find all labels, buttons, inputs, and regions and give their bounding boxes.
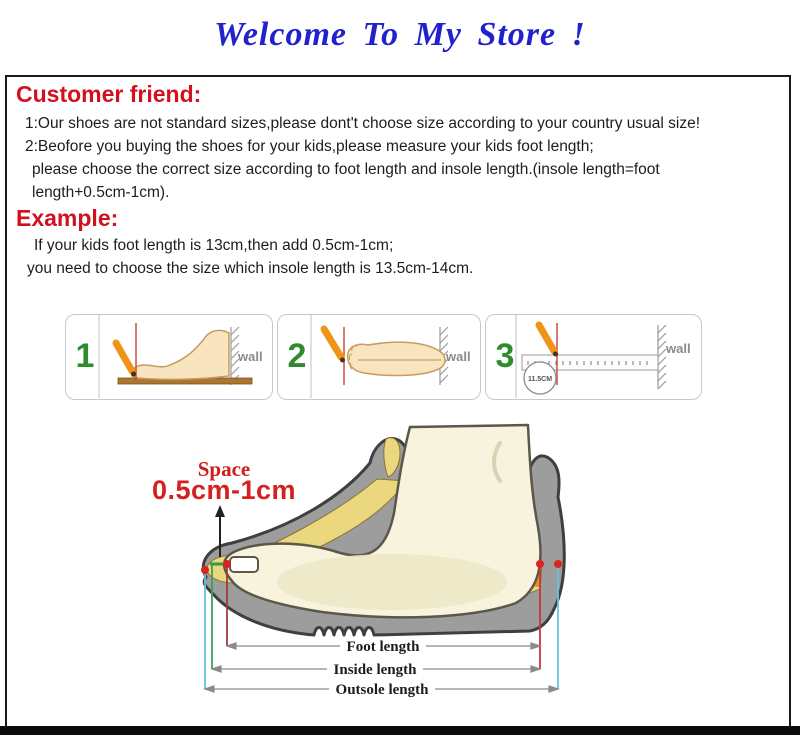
foot-side-illustration [132, 330, 229, 379]
bottom-bar [0, 726, 800, 735]
example-line: If your kids foot length is 13cm,then add 0.5cm-1cm; [34, 237, 394, 254]
step-panel-1 [65, 314, 273, 400]
measurement-label-inside-length: Inside length [290, 661, 460, 679]
foot-shading [277, 554, 507, 610]
notice-line: 2:Beofore you buying the shoes for your kids,please measure your kids foot length; [25, 138, 594, 155]
wall-label: wall [666, 341, 691, 356]
wall-hatch-icon [658, 325, 666, 389]
wall-label: wall [446, 349, 471, 364]
example-heading: Example: [16, 205, 119, 231]
ruler-reading-badge [524, 362, 556, 394]
wall-label: wall [238, 349, 263, 364]
space-value: 0.5cm-1cm [151, 475, 297, 505]
notice-line: length+0.5cm-1cm). [32, 184, 170, 201]
ruler-reading: 11.5CM [527, 376, 553, 383]
step3-illustration [486, 315, 700, 398]
notice-line: 1:Our shoes are not standard sizes,please dont't choose size according to your country usual size! [25, 115, 700, 132]
space-label: Space [197, 457, 251, 481]
pencil-icon [539, 325, 558, 357]
page-title: Welcome To My Store ! [214, 16, 586, 53]
example-line: you need to choose the size which insole length is 13.5cm-14cm. [27, 260, 474, 277]
info-box [5, 75, 791, 735]
step-panel-2 [277, 314, 481, 400]
notice-heading: Customer friend: [16, 81, 202, 107]
step-panel-3 [485, 314, 702, 400]
step-number-3: 3 [495, 337, 515, 375]
step-number-2: 2 [287, 337, 307, 375]
toenail [230, 557, 258, 572]
measurement-label-outsole-length: Outsole length [297, 681, 467, 699]
notice-line: please choose the correct size according to foot length and insole length.(insole length=foot [32, 161, 660, 178]
step-number-1: 1 [75, 337, 95, 375]
foot-top-illustration [348, 342, 445, 375]
measurement-label-foot-length: Foot length [298, 638, 468, 656]
pencil-icon [116, 343, 136, 377]
shoe-fit-diagram [142, 417, 602, 707]
pencil-icon [324, 329, 345, 363]
